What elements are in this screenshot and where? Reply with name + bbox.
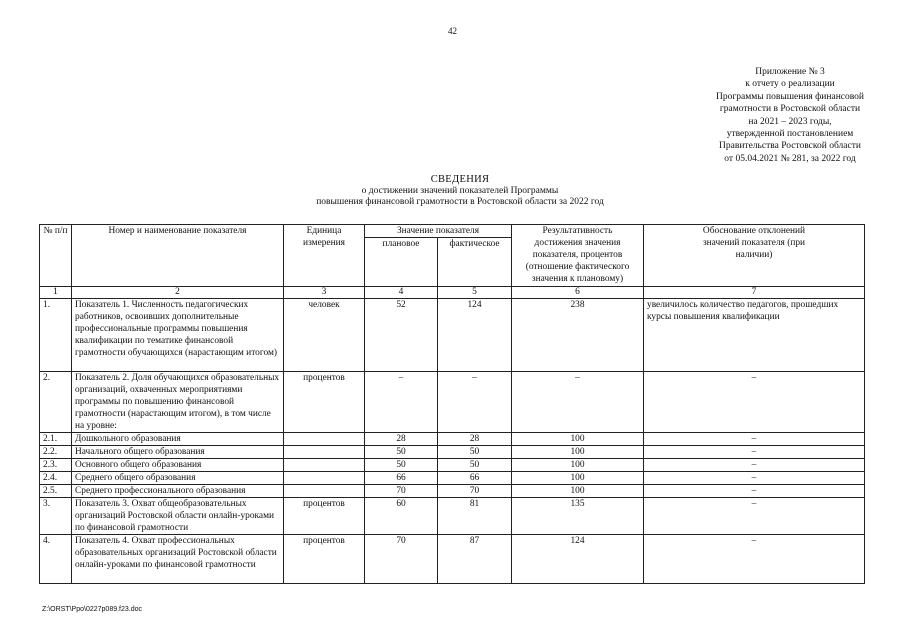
row-result: – xyxy=(512,372,644,433)
row-num: 1. xyxy=(40,299,72,372)
header-value-group: Значение показателя xyxy=(365,225,512,238)
row-reason: – xyxy=(644,498,865,535)
row-name: Показатель 3. Охват общеобразовательных организаций Ростовской области онлайн-уроками по финансовой грамотности xyxy=(72,498,284,535)
row-actual: 87 xyxy=(438,535,512,584)
header-num: № п/п xyxy=(40,225,72,287)
appendix-line: на 2021 – 2023 годы, xyxy=(748,116,832,127)
row-actual: – xyxy=(438,372,512,433)
row-reason: – xyxy=(644,472,865,485)
row-result: 124 xyxy=(512,535,644,584)
row-name: Показатель 4. Охват профессиональных образовательных организаций Ростовской области онлайн-уроками по финансовой грамотности xyxy=(72,535,284,584)
indicators-table xyxy=(39,224,865,584)
table-row xyxy=(40,485,865,498)
document-title: СВЕДЕНИЯ xyxy=(430,174,490,185)
document-heading xyxy=(240,174,680,209)
row-reason: – xyxy=(644,459,865,472)
row-unit: процентов xyxy=(284,498,365,535)
row-num: 2.4. xyxy=(40,472,72,485)
appendix-line: к отчету о реализации xyxy=(745,79,835,90)
column-number: 7 xyxy=(644,287,865,299)
row-actual: 70 xyxy=(438,485,512,498)
appendix-line: Приложение № 3 xyxy=(755,67,825,77)
row-name: Основного общего образования xyxy=(72,459,284,472)
row-unit: процентов xyxy=(284,535,365,584)
row-planned: 60 xyxy=(365,498,438,535)
document-subtitle: о достижении значений показателей Программы xyxy=(361,185,559,196)
column-number: 1 xyxy=(40,287,72,299)
row-result: 100 xyxy=(512,472,644,485)
row-planned: 70 xyxy=(365,485,438,498)
header-name: Номер и наименование показателя xyxy=(72,225,284,287)
row-unit xyxy=(284,433,365,446)
column-number: 5 xyxy=(438,287,512,299)
row-planned: 66 xyxy=(365,472,438,485)
row-actual: 50 xyxy=(438,459,512,472)
row-unit xyxy=(284,472,365,485)
row-name: Среднего профессионального образования xyxy=(72,485,284,498)
row-planned: 28 xyxy=(365,433,438,446)
table-row xyxy=(40,472,865,485)
row-name: Дошкольного образования xyxy=(72,433,284,446)
row-result: 100 xyxy=(512,446,644,459)
appendix-line: Программы повышения финансовой xyxy=(716,91,864,102)
table-row xyxy=(40,498,865,535)
row-name: Среднего общего образования xyxy=(72,472,284,485)
row-result: 100 xyxy=(512,433,644,446)
row-unit xyxy=(284,459,365,472)
row-actual: 81 xyxy=(438,498,512,535)
appendix-line: от 05.04.2021 № 281, за 2022 год xyxy=(724,153,856,164)
row-unit: человек xyxy=(284,299,365,372)
column-number: 6 xyxy=(512,287,644,299)
table-row xyxy=(40,372,865,433)
table-row xyxy=(40,433,865,446)
row-num: 3. xyxy=(40,498,72,535)
file-path-footer: Z:\ORST\Ppo\0227p089.f23.doc xyxy=(42,606,143,613)
row-num: 2. xyxy=(40,372,72,433)
row-planned: 50 xyxy=(365,446,438,459)
row-actual: 50 xyxy=(438,446,512,459)
row-result: 238 xyxy=(512,299,644,372)
column-number: 4 xyxy=(365,287,438,299)
header-unit: Единица измерения xyxy=(284,225,365,287)
table-row xyxy=(40,299,865,372)
table-row xyxy=(40,535,865,584)
row-planned: – xyxy=(365,372,438,433)
appendix-line: утвержденной постановлением xyxy=(726,129,854,140)
row-num: 2.1. xyxy=(40,433,72,446)
header-result: Результативность достижения значения показателя, процентов (отношение фактического значения к плановому) xyxy=(512,225,644,287)
row-reason: – xyxy=(644,372,865,433)
row-planned: 52 xyxy=(365,299,438,372)
row-actual: 124 xyxy=(438,299,512,372)
header-planned: плановое xyxy=(365,238,438,287)
header-reason: Обоснование отклонений значений показателя (при наличии) xyxy=(644,225,865,287)
appendix-line: Правительства Ростовской области xyxy=(719,141,861,152)
appendix-line: грамотности в Ростовской области xyxy=(719,104,861,115)
row-unit xyxy=(284,446,365,459)
document-subtitle: повышения финансовой грамотности в Ростовской области за 2022 год xyxy=(316,197,604,207)
row-reason: – xyxy=(644,446,865,459)
row-result: 100 xyxy=(512,485,644,498)
column-number: 2 xyxy=(72,287,284,299)
appendix-note xyxy=(680,66,900,165)
row-num: 4. xyxy=(40,535,72,584)
row-reason: увеличилось количество педагогов, прошедших курсы повышения квалификации xyxy=(644,299,865,372)
table-row xyxy=(40,446,865,459)
row-actual: 28 xyxy=(438,433,512,446)
row-num: 2.2. xyxy=(40,446,72,459)
row-reason: – xyxy=(644,535,865,584)
row-num: 2.3. xyxy=(40,459,72,472)
row-planned: 70 xyxy=(365,535,438,584)
row-name: Показатель 1. Численность педагогических работников, освоивших дополнительные профессиональные программы повышения квалификации по тематике финансовой грамотности обучающихся (нарастающим итогом) xyxy=(72,299,284,372)
row-num: 2.5. xyxy=(40,485,72,498)
row-unit: процентов xyxy=(284,372,365,433)
row-unit xyxy=(284,485,365,498)
row-actual: 66 xyxy=(438,472,512,485)
row-name: Начального общего образования xyxy=(72,446,284,459)
header-actual: фактическое xyxy=(438,238,512,287)
row-name: Показатель 2. Доля обучающихся образовательных организаций, охваченных мероприятиями программы по повышению финансовой грамотности (нарастающим итогом), в том числе на уровне: xyxy=(72,372,284,433)
row-result: 135 xyxy=(512,498,644,535)
table-row xyxy=(40,459,865,472)
row-reason: – xyxy=(644,433,865,446)
page-number: 42 xyxy=(448,26,457,36)
row-result: 100 xyxy=(512,459,644,472)
row-reason: – xyxy=(644,485,865,498)
row-planned: 50 xyxy=(365,459,438,472)
column-number: 3 xyxy=(284,287,365,299)
